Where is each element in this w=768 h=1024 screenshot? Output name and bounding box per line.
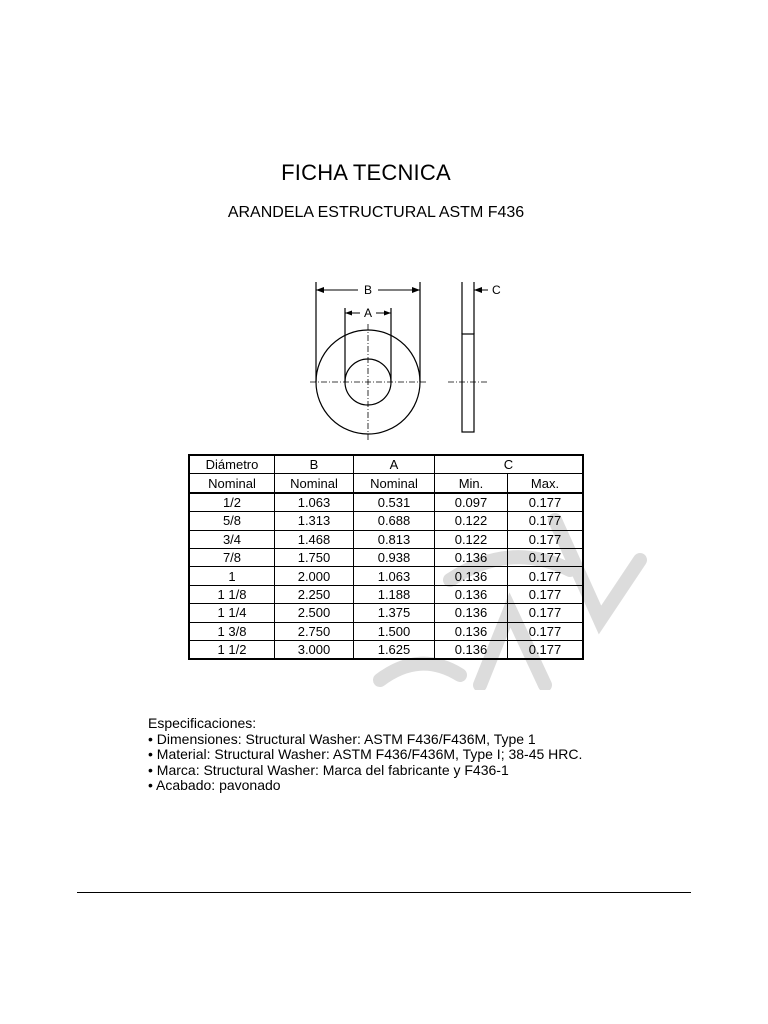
spec-item: • Material: Structural Washer: ASTM F436/F436M, Type I; 38-45 HRC.: [148, 746, 583, 762]
table-cell: 5/8: [189, 512, 275, 530]
dimension-label-a: A: [363, 306, 373, 320]
table-cell: 1.750: [275, 548, 354, 566]
table-cell: 3/4: [189, 530, 275, 548]
table-row: [189, 548, 583, 566]
table-subheader-row: [189, 474, 583, 493]
table-cell: 0.136: [435, 604, 508, 622]
table-cell: 1.188: [354, 585, 435, 603]
spec-item: • Marca: Structural Washer: Marca del fabricante y F436-1: [148, 761, 509, 778]
table-cell: 0.938: [354, 548, 435, 566]
table-cell: 3.000: [275, 640, 354, 659]
table-cell: 0.177: [508, 640, 584, 659]
spec-item: • Dimensiones: Structural Washer: ASTM F436/F436M, Type 1: [148, 730, 536, 747]
table-row: [189, 493, 583, 512]
column-header-b: B: [275, 455, 354, 474]
dimension-label-b: B: [363, 283, 373, 297]
column-header-diameter: Diámetro: [189, 455, 275, 474]
table-cell: 1: [189, 567, 275, 585]
column-header-a: A: [354, 455, 435, 474]
table-cell: 2.500: [275, 604, 354, 622]
subheader-a-nominal: Nominal: [354, 474, 435, 493]
washer-side-view: [462, 334, 474, 432]
table-cell: 0.177: [508, 585, 584, 603]
table-cell: 1 1/4: [189, 604, 275, 622]
table-row: [189, 640, 583, 659]
table-row: [189, 622, 583, 640]
table-cell: 0.177: [508, 622, 584, 640]
table-cell: 1.063: [275, 493, 354, 512]
table-row: [189, 530, 583, 548]
table-cell: 0.136: [435, 585, 508, 603]
table-cell: 0.177: [508, 530, 584, 548]
document-title: FICHA TECNICA: [281, 160, 451, 185]
table-cell: 0.136: [435, 622, 508, 640]
dimensions-table: [188, 454, 584, 660]
footer-divider: [77, 892, 691, 893]
subheader-c-min: Min.: [435, 474, 508, 493]
table-cell: 0.177: [508, 567, 584, 585]
column-header-c: C: [435, 455, 584, 474]
table-cell: 0.122: [435, 512, 508, 530]
table-cell: 2.250: [275, 585, 354, 603]
table-cell: 1.500: [354, 622, 435, 640]
table-cell: 0.688: [354, 512, 435, 530]
subheader-nominal: Nominal: [189, 474, 275, 493]
dimension-label-c: C: [492, 283, 501, 297]
document-subtitle: ARANDELA ESTRUCTURAL ASTM F436: [227, 204, 525, 221]
table-cell: 7/8: [189, 548, 275, 566]
table-cell: 0.136: [435, 640, 508, 659]
table-header-row: [189, 455, 583, 474]
table-cell: 1.625: [354, 640, 435, 659]
table-row: [189, 604, 583, 622]
table-cell: 2.750: [275, 622, 354, 640]
specifications-section: [148, 716, 582, 794]
table-cell: 1.468: [275, 530, 354, 548]
table-cell: 1.375: [354, 604, 435, 622]
table-row: [189, 567, 583, 585]
table-cell: 1/2: [189, 493, 275, 512]
table-cell: 0.136: [435, 548, 508, 566]
table-cell: 0.177: [508, 493, 584, 512]
table-cell: 0.813: [354, 530, 435, 548]
table-cell: 0.097: [435, 493, 508, 512]
table-cell: 1.063: [354, 567, 435, 585]
table-row: [189, 585, 583, 603]
table-cell: 0.177: [508, 604, 584, 622]
table-cell: 1 3/8: [189, 622, 275, 640]
subheader-c-max: Max.: [508, 474, 584, 493]
washer-drawing: [300, 278, 520, 440]
table-cell: 1.313: [275, 512, 354, 530]
table-row: [189, 512, 583, 530]
table-cell: 0.177: [508, 548, 584, 566]
table-cell: 0.177: [508, 512, 584, 530]
table-cell: 0.531: [354, 493, 435, 512]
subheader-b-nominal: Nominal: [275, 474, 354, 493]
table-cell: 2.000: [275, 567, 354, 585]
table-cell: 1 1/2: [189, 640, 275, 659]
table-cell: 1 1/8: [189, 585, 275, 603]
spec-item: • Acabado: pavonado: [148, 777, 281, 793]
table-cell: 0.122: [435, 530, 508, 548]
specifications-heading: Especificaciones:: [148, 715, 257, 731]
table-cell: 0.136: [435, 567, 508, 585]
